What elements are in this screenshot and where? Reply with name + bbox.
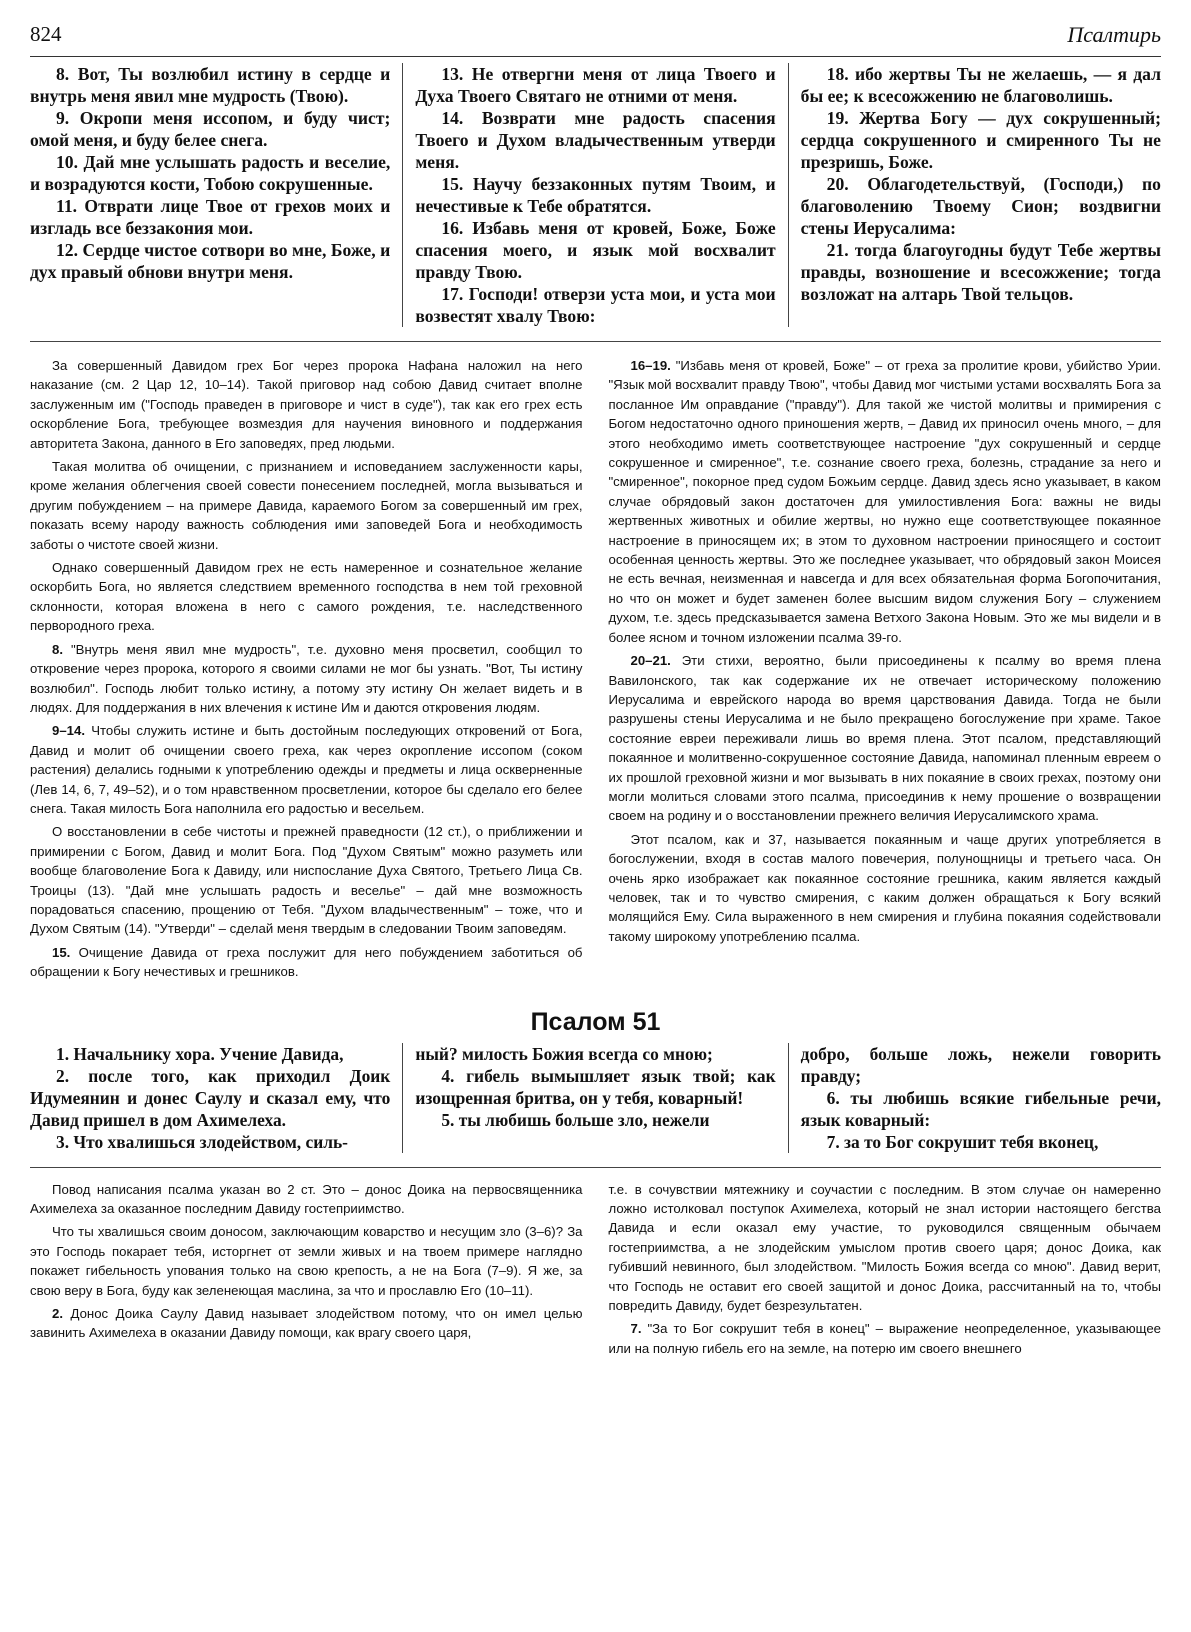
paragraph-text: т.е. в сочувствии мятежнику и соучастии с последним. В этом случае он намеренно ложно истолковал поступок Ахимелеха, который не знал истории настоящего бегства Давида и если оказал ему участие, то руководился священным обычаем гостеприимства, а не злодейским умыслом против своего царя; донос Доика, как губивший невинного, был злодейством. "Милость Божия всегда со мною". Давид верит, что Господь не оставит его своей защитой и донос Доика, рассчитанный на то, чтобы повредить Давиду, будет безрезультатен. <box>608 1181 1161 1314</box>
commentary-paragraph <box>30 1180 583 1219</box>
book-page <box>30 20 1161 1362</box>
verse-ref: 20–21. <box>630 653 671 669</box>
verse: 1. Начальнику хора. Учение Давида, <box>56 1043 344 1064</box>
commentary-paragraph <box>30 558 583 636</box>
verse-ref: 7. <box>630 1321 642 1337</box>
verse-column-3 <box>788 1043 1161 1153</box>
section-divider <box>30 1167 1161 1168</box>
verse: 9. Окропи меня иссопом, и буду чист; омой меня, и буду белее снега. <box>30 108 391 150</box>
psalm-50-commentary <box>30 356 1161 986</box>
commentary-paragraph <box>30 1304 583 1343</box>
paragraph-text: "За то Бог сокрушит тебя в конец" – выражение неопределенное, указывающее или на полную гибель его на земле, на потерю им своего внешнего <box>608 1321 1161 1356</box>
verse: 20. Облагодетельствуй, (Господи,) по благоволению Твоему Сион; воздвигни стены Иерусалима: <box>800 174 1161 238</box>
commentary-paragraph <box>609 1319 1162 1358</box>
commentary-paragraph <box>30 457 583 554</box>
paragraph-text: Очищение Давида от греха послужит для него побуждением заботиться об обращении к Богу нечестивых и грешников. <box>30 944 583 980</box>
commentary-paragraph <box>30 822 583 938</box>
verse-ref: 2. <box>52 1306 63 1322</box>
verse: 15. Научу беззаконных путям Твоим, и нечестивые к Тебе обратятся. <box>415 174 776 216</box>
verse-column-3 <box>788 63 1161 327</box>
verse-column-1 <box>30 63 402 327</box>
commentary-paragraph <box>30 721 583 818</box>
psalm-heading: Псалом 51 <box>530 1007 661 1036</box>
verse: ный? милость Божия всегда со мною; <box>415 1043 713 1064</box>
page-header <box>30 20 1161 57</box>
verse-column-2 <box>402 63 787 327</box>
verse-ref: 8. <box>52 641 63 657</box>
verse: 4. гибель вымышляет язык твой; как изощренная бритва, он у тебя, коварный! <box>415 1065 776 1108</box>
verse-ref: 16–19. <box>630 358 671 373</box>
commentary-paragraph <box>30 356 583 453</box>
commentary-paragraph <box>609 356 1162 647</box>
commentary-column-1 <box>30 1180 583 1363</box>
verse-column-2 <box>402 1043 787 1153</box>
paragraph-text: Чтобы служить истине и быть достойным последующих откровений от Бога, Давид и молит об очищении своего греха, как через окропление иссопом (соком растения) делались годными к употреблению одежды и предметы и лица оскверненные (Лев 14, 6, 7, 49–52), и о том нравственном просветлении, которое бы сделало его белее снега. Такая милость Бога наполнила его радостью и весельем. <box>30 723 583 816</box>
paragraph-text: "Внутрь меня явил мне мудрость", т.е. духовно меня просветил, сообщил то откровение через пророка, которого я своими силами не мог бы узнать. "Вот, Ты истину возлюбил". Господь любит только истину, а потому эту истину Он желает видеть и в людях. Для поддержания в них влечения к истине Им и даются откровения людям. <box>30 641 583 715</box>
verse: 16. Избавь меня от кровей, Боже, Боже спасения моего, и язык мой восхвалит правду Твою. <box>415 218 776 282</box>
verse: 13. Не отвергни меня от лица Твоего и Духа Твоего Святаго не отними от меня. <box>415 64 776 106</box>
verse: 3. Что хвалишься злодейством, силь- <box>56 1131 348 1152</box>
verse: 14. Возврати мне радость спасения Твоего и Духом владычественным утверди меня. <box>415 108 776 172</box>
paragraph-text: Что ты хвалишься своим доносом, заключающим коварство и несущим зло (3–6)? За это Господь покарает тебя, исторгнет от земли живых и на твоем примере наглядно покажет гибельность упования только на свою крепость, а не на Бога (7–9). Я же, за свою веру в Бога, буду как зеленеющая маслина, за что и прославлю Его (10–11). <box>30 1224 583 1298</box>
paragraph-text: За совершенный Давидом грех Бог через пророка Нафана наложил на него наказание (см. 2 Цар 12, 10–14). Такой приговор над собою Давид считает вполне заслуженным им ("Господь праведен в приговоре и чист в суде"), так как его грех есть оскорбление Бога, требующее возмездия для научения виновного и поддержания авторитета Закона, данного в Его заповедях, пред людьми. <box>30 358 583 451</box>
verse: 5. ты любишь больше зло, нежели <box>441 1109 710 1130</box>
psalm-51-commentary <box>30 1180 1161 1363</box>
commentary-paragraph <box>30 943 583 982</box>
verse: 17. Господи! отверзи уста мои, и уста мои возвестят хвалу Твою: <box>415 284 776 326</box>
paragraph-text: Эти стихи, вероятно, были присоединены к псалму во время плена Вавилонского, так как содержание их не отвечает историческому положению Иерусалима и еврейского народа во время царствования Давида. Тогда не были разрушены стены Иерусалима и не было прекращено богослужение при храме. Такое состояние евреи переживали лишь во время плена. Этот псалом, представляющий покаянное и молитвенно-сокрушенное состояние Давида, напоминал пленным евреем о их прошлой греховной жизни и мог вызывать в них покаяние в своих грехах, поэтому они могли молиться словами этого псалма, присоединив к нему прошение о возвращении своем на родину и о восстановлении прежнего величия Иерусалимского храма. <box>608 653 1161 824</box>
verse: 21. тогда благоугодны будут Тебе жертвы правды, возношение и всесожжение; тогда возложат на алтарь Твой тельцов. <box>800 240 1161 304</box>
verse-ref: 9–14. <box>52 723 86 739</box>
paragraph-text: Однако совершенный Давидом грех не есть намеренное и сознательное желание оскорбить Бога, но является следствием временного господства в нем той греховной склонности, которая вложена в него с самого рождения, т.е. наследственного первородного греха. <box>30 560 583 634</box>
verse: 19. Жертва Богу — дух сокрушенный; сердца сокрушенного и смиренного Ты не презришь, Боже. <box>800 108 1161 172</box>
commentary-paragraph <box>609 1180 1162 1316</box>
verse: 12. Сердце чистое сотвори во мне, Боже, и дух правый обнови внутри меня. <box>30 240 391 282</box>
paragraph-text: "Избавь меня от кровей, Боже" – от греха за пролитие крови, убийство Урии. "Язык мой восхвалит правду Твою", чтобы Давид мог чистыми устами восхвалять Бога за посланное Им оправдание ("правду"). Для такой же чистой молитвы и примирения с Богом недостаточно одного приношения жертв, – Давид их приносил очень много, – для этого необходимо иметь соответствующее настроение "дух сокрушенный и сердце сокрушенное и смиренное", т.е. сознание своего греха, болезнь, страдание за него и "смиренное", покорное пред судом Божьим сердце. Давид здесь ясно указывает, в каком случае обрядовый закон достаточен для умилостивления Бога: важны не виды жертвенных животных и обилие жертвы, но нужно еще соответствующее покаянное настроение в приносящем их; в этом то духовном настроении приносящего и состоит особенная ценность жертвы. Это же последнее указывает, что обрядовый закон Моисея не есть вечная, неизменная и навсегда и для всех обязательная форма Богопочитания, но что он может и будет заменен более высшим видом служения Богу – служением духом, т.е. здесь предсказывается замена Ветхого Закона Новым. Это же мы видели и в более ясном и точном изложении псалма 39-го. <box>608 358 1161 645</box>
psalm-51-verses <box>30 1043 1161 1153</box>
commentary-column-2 <box>609 1180 1162 1363</box>
paragraph-text: Этот псалом, как и 37, называется покаянным и чаще других употребляется в богослужении, входя в состав малого повечерия, полунощницы и третьего часа. Он очень ярко изображает как покаянное состояние грешника, каким является каждый человек, так и то чувство смирения, с каким должен обращаться к Богу всякий молящийся Ему. Сила выраженного в нем смирения и глубина покаяния содействовали такому широкому употреблению псалма. <box>608 831 1161 944</box>
paragraph-text: Повод написания псалма указан во 2 ст. Это – донос Доика на первосвященника Ахимелеха за оказанное последним Давиду гостеприимство. <box>30 1181 583 1216</box>
verse: 10. Дай мне услышать радость и веселие, и возрадуются кости, Тобою сокрушенные. <box>30 152 391 194</box>
verse: 18. ибо жертвы Ты не желаешь, — я дал бы ее; к всесожжению не благоволишь. <box>800 64 1161 106</box>
commentary-paragraph <box>30 1222 583 1300</box>
commentary-paragraph <box>609 830 1162 946</box>
commentary-paragraph <box>30 640 583 718</box>
section-divider <box>30 341 1161 342</box>
running-title: Псалтирь <box>1067 22 1161 47</box>
commentary-column-1 <box>30 356 583 986</box>
paragraph-text: О восстановлении в себе чистоты и прежней праведности (12 ст.), о приближении и примирении с Богом, Давид и молит Бога. Под "Духом Святым" можно разуметь или вообще благоволение Бога к Давиду, или ниспослание Духа Святого, Третьего Лица Св. Троицы (13). "Дай мне услышать радость и веселье" – дай мне возможность порадоваться спасению, прощению от Тебя. "Духом владычественным" – тоже, что и Духом Святым (14). "Утверди" – сделай меня твердым в следовании Твоим заповедям. <box>30 824 583 937</box>
paragraph-text: Такая молитва об очищении, с признанием и исповеданием заслуженности кары, кроме желания облегчения своей совести понесением последней, могла вызываться и другим побуждением – на примере Давида, караемого Богом за совершенный им грех, показать всему народу важность соблюдения ими заповедей Бога и необходимость заботы о чистоте своей жизни. <box>30 459 583 552</box>
verse: добро, больше ложь, нежели говорить правду; <box>800 1043 1161 1086</box>
commentary-paragraph <box>609 651 1162 826</box>
verse: 11. Отврати лице Твое от грехов моих и изгладь все беззакония мои. <box>30 196 391 238</box>
commentary-column-2 <box>609 356 1162 986</box>
verse: 8. Вот, Ты возлюбил истину в сердце и внутрь меня явил мне мудрость (Твою). <box>30 64 391 106</box>
verse: 7. за то Бог сокрушит тебя вконец, <box>826 1131 1099 1152</box>
paragraph-text: Донос Доика Саулу Давид называет злодейством потому, что он имел целью завинить Ахимелеха в оказании Давиду помощи, как врагу своего царя, <box>30 1306 583 1341</box>
verse: 6. ты любишь всякие гибельные речи, язык коварный: <box>800 1087 1161 1130</box>
verse: 2. после того, как приходил Доик Идумеянин и донес Саулу и сказал ему, что Давид пришел в дом Ахимелеха. <box>30 1065 391 1130</box>
verse-ref: 15. <box>52 944 71 960</box>
psalm-50-verses <box>30 63 1161 327</box>
verse-column-1 <box>30 1043 402 1153</box>
page-number: 824 <box>30 22 62 46</box>
